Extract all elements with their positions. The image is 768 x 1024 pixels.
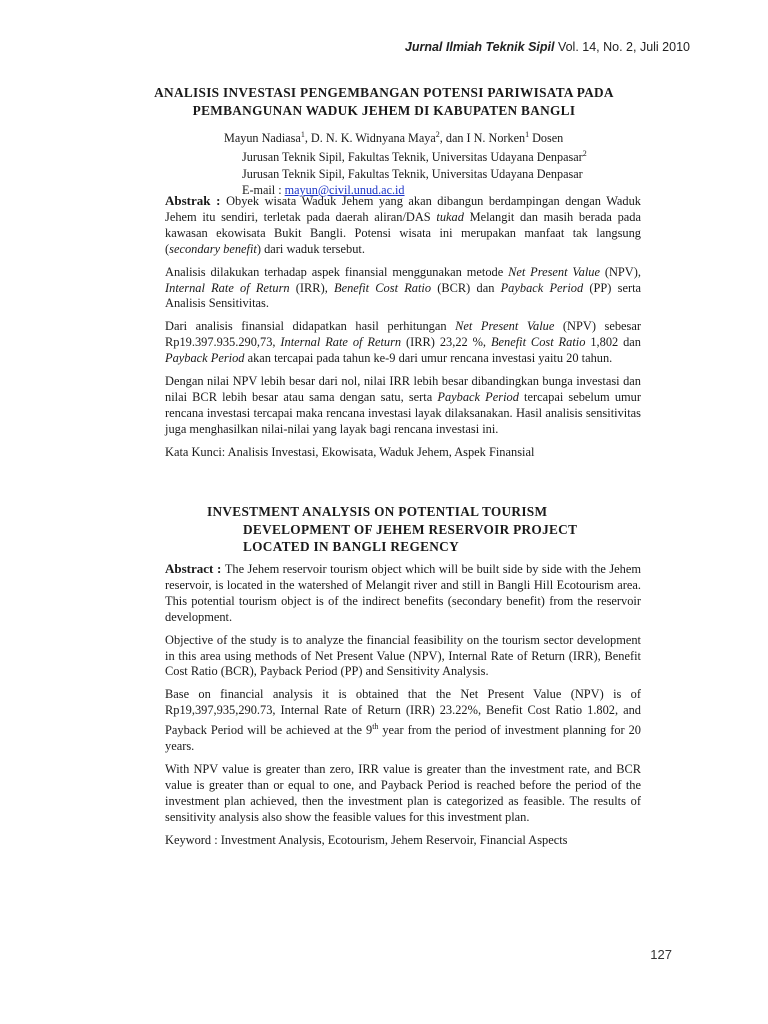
abstrak-p2-text-b: (NPV), [599, 264, 641, 279]
abstrak-p3-italic-4: Payback Period [165, 351, 245, 366]
abstrak-p3-italic-1: Net Present Value [455, 319, 555, 334]
abstrak-p3-text-c: (IRR) 23,22 %, [401, 335, 491, 350]
abstrak-p2-text-a: Analisis dilakukan terhadap aspek finansial menggunakan metode [165, 264, 509, 279]
english-title [207, 503, 637, 556]
abstract-section [165, 561, 641, 856]
kata-kunci: Kata Kunci: Analisis Investasi, Ekowisata, Waduk Jehem, Aspek Finansial [165, 444, 535, 459]
abstract-paragraph-2: Objective of the study is to analyze the financial feasibility on the tourism sector development in this area using methods of Net Present Value (NPV), Internal Rate of Return (IRR), Benefit Cost Ratio (BCR), Payback Period (PP) and Sensitivity Analysis. [165, 632, 641, 679]
email-link[interactable]: mayun@civil.unud.ac.id [284, 182, 405, 197]
abstract-p3-text-a: Base on financial analysis it is obtained that the Net Present Value (NPV) is of Rp19,397,935,290.73, Internal Rate of Return (IRR) 23.22%, Benefit Cost Ratio 1.802, and Payback Period will be achieved at the 9 [165, 687, 641, 738]
email-label: E-mail : [242, 182, 285, 197]
abstrak-p3-text-e: akan tercapai pada tahun ke-9 dari umur rencana investasi yaitu 20 tahun. [244, 351, 613, 366]
author-3: , dan I N. Norken [439, 131, 526, 146]
author-names [224, 127, 644, 146]
abstrak-paragraph-1 [165, 193, 641, 258]
english-title-line-3: LOCATED IN BANGLI REGENCY [243, 539, 459, 554]
paper-title-line-2: PEMBANGUNAN WADUK JEHEM DI KABUPATEN BANGLI [192, 103, 576, 118]
journal-issue: Vol. 14, No. 2, Juli 2010 [554, 40, 690, 54]
english-title-line-1: INVESTMENT ANALYSIS ON POTENTIAL TOURISM [207, 504, 548, 519]
abstract-paragraph-3 [165, 687, 641, 755]
abstrak-p4-text-b: tercapai sebelum umur rencana investasi tercapai maka rencana investasi layak dilaksanakan. Hasil analisis sensitivitas juga menghasilkan nilai-nilai yang layak bagi rencana investasi ini. [165, 389, 641, 436]
abstract-paragraph-1 [165, 561, 641, 626]
abstrak-paragraph-2 [165, 265, 641, 313]
paper-title-line-1: ANALISIS INVESTASI PENGEMBANGAN POTENSI PARIWISATA PADA [154, 85, 614, 100]
abstrak-p2-italic-4: Payback Period [500, 280, 584, 295]
author-1: Mayun Nadiasa [224, 131, 301, 146]
abstrak-p2-italic-1: Net Present Value [508, 264, 600, 279]
abstrak-p2-italic-2: Internal Rate of Return [165, 280, 290, 295]
english-title-line-2: DEVELOPMENT OF JEHEM RESERVOIR PROJECT [243, 521, 578, 537]
abstract-p1-text: The Jehem reservoir tourism object which will be built side by side with the Jehem reservoir, is located in the watershed of Melangit river and still in Bangli Hill Ecotourism area. This potential tourism object is of the indirect benefits (secondary benefit) from the reservoir development. [165, 562, 641, 624]
abstract-p3-superscript: th [372, 722, 379, 732]
abstract-p3-text-b: year from the period of investment planning for 20 years. [165, 723, 641, 754]
abstract-paragraph-4: With NPV value is greater than zero, IRR value is greater than the investment rate, and BCR value is greater than or equal to one, and Payback Period is reached before the period of the investment plan achieved, then the investment plan is categorized as feasible. The results of sensitivity analysis also show the feasible values for this investment plan. [165, 762, 641, 824]
author-sup-3: 1 [525, 130, 530, 139]
abstrak-p3-italic-2: Internal Rate of Return [280, 335, 402, 350]
abstrak-p2-italic-3: Benefit Cost Ratio [334, 280, 432, 295]
abstrak-p2-text-d: (BCR) dan [431, 280, 501, 295]
abstrak-p1-text-c: ) dari waduk tersebut. [256, 241, 365, 256]
affiliation-2: Jurusan Teknik Sipil, Fakultas Teknik, Universitas Udayana Denpasar [242, 166, 583, 181]
author-block [224, 127, 644, 198]
affiliation-1 [224, 146, 644, 165]
abstrak-paragraph-3 [165, 319, 641, 367]
abstrak-p1-text-a: Obyek wisata Waduk Jehem yang akan dibangun berdampingan dengan Waduk Jehem itu sendiri, terletak pada daerah aliran/DAS [165, 194, 641, 224]
paper-title [110, 84, 658, 120]
abstrak-label: Abstrak : [165, 193, 227, 208]
affiliation-sup: 2 [582, 149, 587, 159]
abstrak-p3-italic-3: Benefit Cost Ratio [490, 335, 586, 350]
abstrak-p4-text-a: Dengan nilai NPV lebih besar dari nol, nilai IRR lebih besar dibandingkan bunga investasi dan nilai BCR lebih besar atau sama dengan satu, serta [165, 374, 641, 404]
affiliation-1-text: Jurusan Teknik Sipil, Fakultas Teknik, Universitas Udayana Denpasar [242, 150, 583, 165]
author-role: Dosen [529, 131, 564, 146]
abstrak-p4-italic-1: Payback Period [437, 389, 519, 404]
author-2: , D. N. K. Widnyana Maya [304, 131, 436, 146]
abstrak-p1-italic-1: tukad [436, 209, 464, 224]
abstrak-paragraph-4 [165, 374, 641, 438]
abstrak-p3-text-a: Dari analisis finansial didapatkan hasil perhitungan [165, 319, 456, 334]
page-number: 127 [650, 947, 672, 962]
abstrak-p3-text-d: 1,802 dan [585, 335, 642, 350]
abstrak-p1-italic-2: secondary benefit [169, 241, 257, 256]
journal-name: Jurnal Ilmiah Teknik Sipil [404, 40, 555, 54]
author-sup-1: 1 [300, 130, 305, 139]
journal-header [405, 40, 690, 54]
abstrak-p1-text-b: Melangit dan masih berada pada kawasan ekowisata Bukit Bangli. Potensi wisata ini merupakan manfaat tak langsung ( [165, 209, 641, 256]
abstract-label: Abstract : [165, 561, 225, 576]
abstrak-section [165, 193, 641, 468]
keywords: Keyword : Investment Analysis, Ecotourism, Jehem Reservoir, Financial Aspects [165, 832, 568, 847]
abstrak-p2-text-c: (IRR), [289, 280, 334, 295]
abstrak-p2-text-e: (PP) serta Analisis Sensitivitas. [165, 280, 642, 311]
abstrak-p3-text-b: (NPV) sebesar Rp19.397.935.290,73, [165, 319, 641, 350]
author-sup-2: 2 [435, 130, 440, 139]
